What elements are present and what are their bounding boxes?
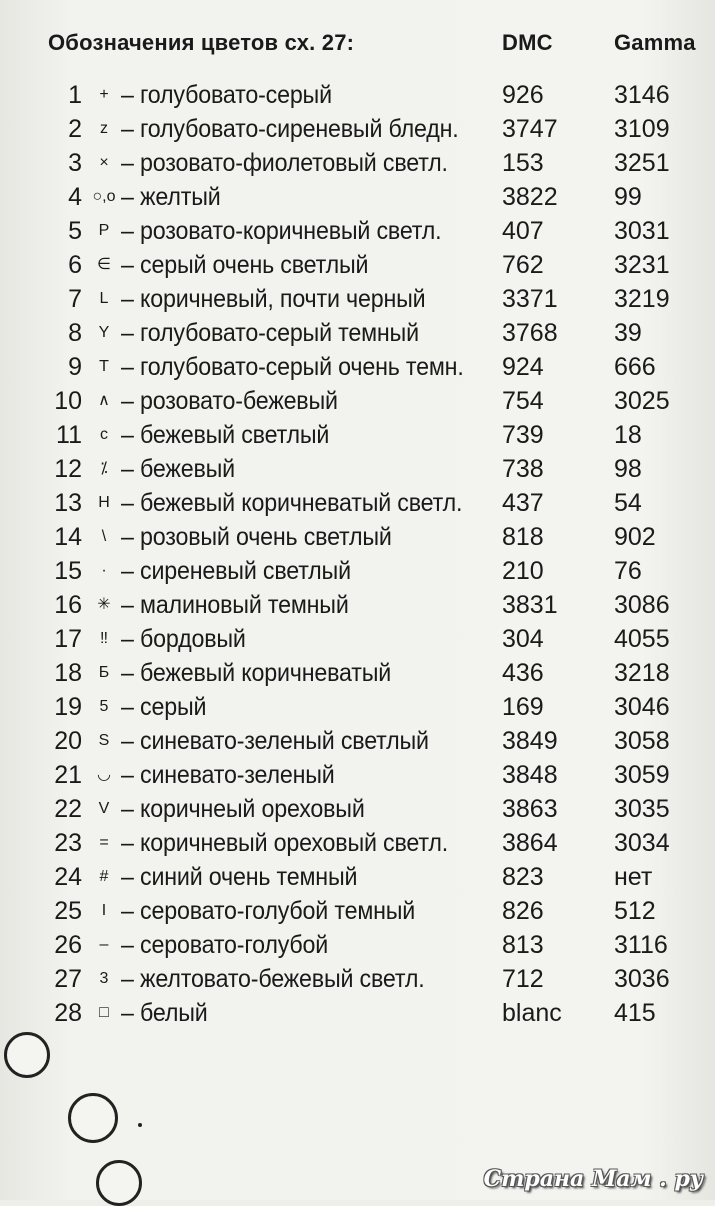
row-dmc-code: 304 xyxy=(502,625,544,653)
row-symbol: ∈ xyxy=(97,256,111,273)
row-gamma-code: 3035 xyxy=(614,795,670,823)
row-description: – бежевый светлый xyxy=(121,421,330,449)
row-gamma-code: 99 xyxy=(614,183,642,211)
row-description: – голубовато-серый темный xyxy=(121,319,419,347)
row-dmc-code: 813 xyxy=(502,931,544,959)
row-gamma-code: 3251 xyxy=(614,149,670,177)
row-dmc-code: 3863 xyxy=(502,795,558,823)
row-description: – розовый очень светлый xyxy=(121,523,392,551)
row-dmc-code: 818 xyxy=(502,523,544,551)
table-row xyxy=(0,214,715,248)
row-dmc-code: 924 xyxy=(502,353,544,381)
binder-hole-icon xyxy=(68,1093,118,1143)
row-dmc-code: 754 xyxy=(502,387,544,415)
row-gamma-code: 3025 xyxy=(614,387,670,415)
row-number: 12 xyxy=(54,455,82,483)
row-description: – коричневый ореховый светл. xyxy=(121,829,448,857)
row-number: 6 xyxy=(68,251,82,279)
binder-hole-icon xyxy=(96,1160,142,1206)
row-dmc-code: 407 xyxy=(502,217,544,245)
row-number: 13 xyxy=(54,489,82,517)
row-description: – желтый xyxy=(121,183,221,211)
row-gamma-code: 3116 xyxy=(614,931,668,959)
row-description: – бежевый xyxy=(121,455,235,483)
row-description: – белый xyxy=(121,999,208,1027)
row-symbol: c xyxy=(100,426,108,443)
table-row xyxy=(0,452,715,486)
row-symbol: V xyxy=(98,800,110,817)
row-symbol: · xyxy=(101,562,107,579)
row-gamma-code: 3218 xyxy=(614,659,670,687)
row-symbol: □ xyxy=(99,1004,109,1021)
row-description: – желтовато-бежевый светл. xyxy=(121,965,425,993)
row-number: 19 xyxy=(54,693,82,721)
row-number: 28 xyxy=(54,999,82,1027)
row-number: 27 xyxy=(54,965,82,993)
row-description: – голубовато-серый очень темн. xyxy=(121,353,464,381)
table-row xyxy=(0,996,715,1030)
row-number: 9 xyxy=(68,353,82,381)
row-symbol: + xyxy=(99,86,109,103)
row-symbol: L xyxy=(99,290,109,307)
row-symbol: ◡ xyxy=(97,766,111,783)
row-dmc-code: 738 xyxy=(502,455,544,483)
row-number: 22 xyxy=(54,795,82,823)
row-symbol: ✳ xyxy=(97,596,111,613)
row-description: – синевато-зеленый светлый xyxy=(121,727,429,755)
row-symbol: ‼ xyxy=(100,630,108,647)
row-number: 23 xyxy=(54,829,82,857)
row-dmc-code: 3768 xyxy=(502,319,558,347)
row-symbol: z xyxy=(100,120,108,137)
table-row xyxy=(0,860,715,894)
row-symbol: P xyxy=(98,222,110,239)
row-number: 18 xyxy=(54,659,82,687)
row-symbol: Y xyxy=(98,324,110,341)
table-row xyxy=(0,962,715,996)
table-row xyxy=(0,146,715,180)
row-symbol: 5 xyxy=(99,698,109,715)
row-gamma-code: 3034 xyxy=(614,829,670,857)
table-row xyxy=(0,112,715,146)
row-number: 20 xyxy=(54,727,82,755)
table-row xyxy=(0,656,715,690)
row-dmc-code: 3849 xyxy=(502,727,558,755)
table-row xyxy=(0,894,715,928)
row-gamma-code: 3231 xyxy=(614,251,670,279)
table-row xyxy=(0,792,715,826)
row-description: – малиновый темный xyxy=(121,591,349,619)
row-symbol: – xyxy=(99,936,109,953)
table-row xyxy=(0,350,715,384)
column-header-gamma: Gamma xyxy=(614,30,696,55)
row-number: 24 xyxy=(54,863,82,891)
table-row xyxy=(0,316,715,350)
row-description: – синий очень темный xyxy=(121,863,358,891)
row-symbol: ∧ xyxy=(98,392,110,409)
row-dmc-code: 826 xyxy=(502,897,544,925)
row-dmc-code: 3822 xyxy=(502,183,558,211)
row-symbol: ⁒ xyxy=(100,460,108,477)
row-description: – серовато-голубой xyxy=(121,931,329,959)
row-number: 4 xyxy=(68,183,82,211)
row-number: 2 xyxy=(68,115,82,143)
row-description: – бежевый коричневатый xyxy=(121,659,392,687)
row-number: 10 xyxy=(54,387,82,415)
row-description: – бордовый xyxy=(121,625,246,653)
row-gamma-code: 98 xyxy=(614,455,642,483)
row-gamma-code: 3036 xyxy=(614,965,670,993)
row-gamma-code: нет xyxy=(614,863,653,891)
row-dmc-code: 437 xyxy=(502,489,544,517)
row-gamma-code: 3109 xyxy=(614,115,670,143)
row-description: – коричневый, почти черный xyxy=(121,285,426,313)
row-symbol: Б xyxy=(98,664,110,681)
table-row xyxy=(0,826,715,860)
row-gamma-code: 3146 xyxy=(614,81,670,109)
row-dmc-code: 3848 xyxy=(502,761,558,789)
row-number: 1 xyxy=(68,81,82,109)
row-description: – синевато-зеленый xyxy=(121,761,335,789)
table-row xyxy=(0,248,715,282)
row-number: 21 xyxy=(54,761,82,789)
row-dmc-code: 823 xyxy=(502,863,544,891)
row-dmc-code: 712 xyxy=(502,965,544,993)
row-gamma-code: 18 xyxy=(614,421,642,449)
row-symbol: ○,o xyxy=(92,188,116,205)
color-key-list xyxy=(0,78,715,1030)
table-row xyxy=(0,418,715,452)
row-dmc-code: 3371 xyxy=(502,285,558,313)
row-description: – серый очень светлый xyxy=(121,251,369,279)
row-gamma-code: 76 xyxy=(614,557,642,585)
table-row xyxy=(0,520,715,554)
row-dmc-code: 153 xyxy=(502,149,544,177)
row-description: – серовато-голубой темный xyxy=(121,897,416,925)
row-symbol: I xyxy=(101,902,107,919)
row-dmc-code: 436 xyxy=(502,659,544,687)
row-description: – голубовато-сиреневый бледн. xyxy=(121,115,459,143)
row-gamma-code: 3059 xyxy=(614,761,670,789)
row-description: – розовато-коричневый светл. xyxy=(121,217,442,245)
row-number: 5 xyxy=(68,217,82,245)
row-number: 3 xyxy=(68,149,82,177)
row-dmc-code: 926 xyxy=(502,81,544,109)
table-row xyxy=(0,486,715,520)
row-number: 17 xyxy=(54,625,82,653)
row-number: 7 xyxy=(68,285,82,313)
table-row xyxy=(0,78,715,112)
row-symbol: \ xyxy=(101,528,107,545)
row-gamma-code: 512 xyxy=(614,897,656,925)
table-row xyxy=(0,180,715,214)
row-gamma-code: 39 xyxy=(614,319,642,347)
table-row xyxy=(0,554,715,588)
table-header xyxy=(48,30,715,64)
table-title: Обозначения цветов сх. 27: xyxy=(48,30,355,55)
row-description: – коричнеый ореховый xyxy=(121,795,365,823)
row-gamma-code: 3219 xyxy=(614,285,670,313)
table-row xyxy=(0,928,715,962)
row-symbol: 3 xyxy=(99,970,109,987)
table-row xyxy=(0,282,715,316)
row-description: – розовато-бежевый xyxy=(121,387,338,415)
table-row xyxy=(0,622,715,656)
row-description: – сиреневый светлый xyxy=(121,557,351,585)
row-symbol: = xyxy=(99,834,109,851)
row-symbol: × xyxy=(99,154,109,171)
row-gamma-code: 902 xyxy=(614,523,656,551)
row-symbol: # xyxy=(99,868,109,885)
table-row xyxy=(0,588,715,622)
row-number: 26 xyxy=(54,931,82,959)
row-dmc-code: blanc xyxy=(502,999,562,1027)
binder-hole-icon xyxy=(4,1032,50,1078)
row-dmc-code: 3864 xyxy=(502,829,558,857)
row-gamma-code: 3058 xyxy=(614,727,670,755)
row-number: 8 xyxy=(68,319,82,347)
table-row xyxy=(0,758,715,792)
row-symbol: T xyxy=(99,358,109,375)
row-gamma-code: 4055 xyxy=(614,625,670,653)
column-header-dmc: DMC xyxy=(502,30,553,55)
ink-dot xyxy=(138,1123,142,1127)
row-description: – серый xyxy=(121,693,207,721)
row-description: – розовато-фиолетовый светл. xyxy=(121,149,448,177)
row-gamma-code: 415 xyxy=(614,999,656,1027)
table-row xyxy=(0,690,715,724)
row-gamma-code: 3046 xyxy=(614,693,670,721)
row-symbol: H xyxy=(98,494,110,511)
row-number: 16 xyxy=(54,591,82,619)
row-gamma-code: 3031 xyxy=(614,217,670,245)
row-dmc-code: 3747 xyxy=(502,115,558,143)
row-gamma-code: 54 xyxy=(614,489,642,517)
row-dmc-code: 169 xyxy=(502,693,544,721)
row-dmc-code: 739 xyxy=(502,421,544,449)
row-dmc-code: 210 xyxy=(502,557,544,585)
row-gamma-code: 3086 xyxy=(614,591,670,619)
table-row xyxy=(0,724,715,758)
table-row xyxy=(0,384,715,418)
row-dmc-code: 762 xyxy=(502,251,544,279)
row-symbol: S xyxy=(98,732,110,749)
row-number: 11 xyxy=(56,421,82,449)
watermark: Страна Мам . ру xyxy=(483,1166,703,1192)
row-description: – бежевый коричневатый светл. xyxy=(121,489,463,517)
row-dmc-code: 3831 xyxy=(502,591,558,619)
row-description: – голубовато-серый xyxy=(121,81,332,109)
row-number: 15 xyxy=(54,557,82,585)
row-number: 25 xyxy=(54,897,82,925)
row-gamma-code: 666 xyxy=(614,353,656,381)
row-number: 14 xyxy=(54,523,82,551)
